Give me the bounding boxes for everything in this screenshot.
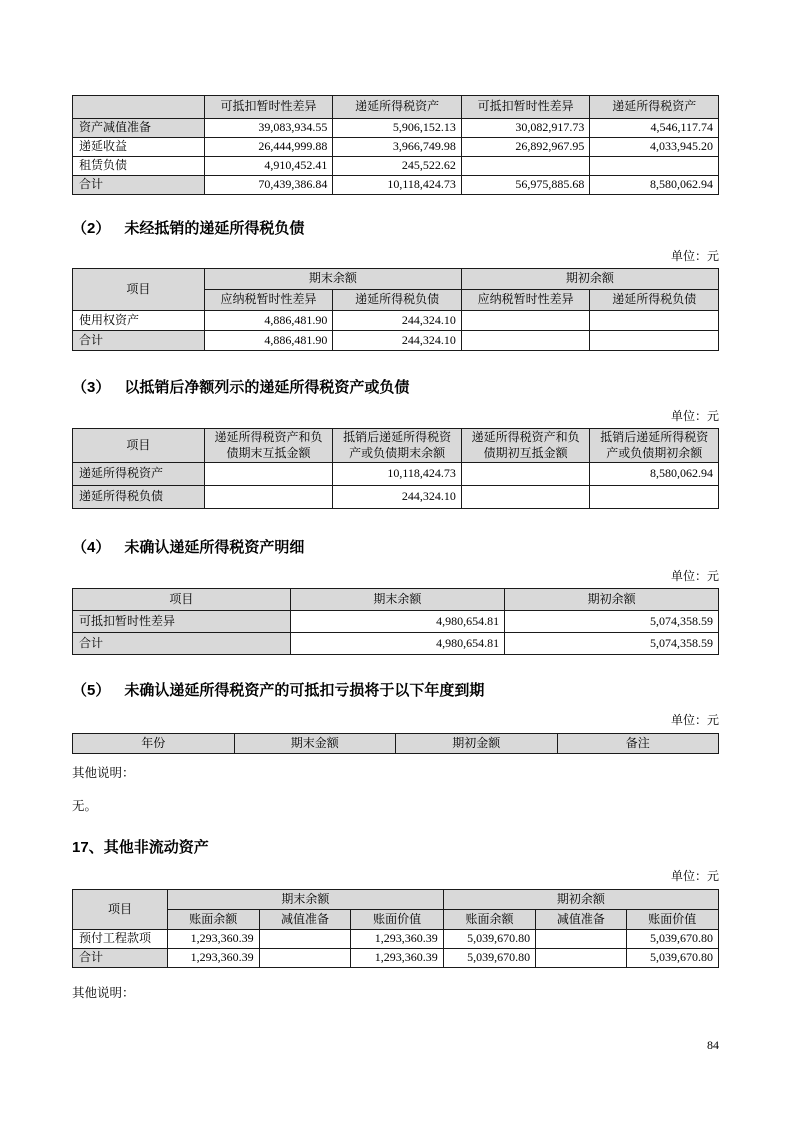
row-label-cell: 合计 <box>73 331 205 351</box>
section-title: 未确认递延所得税资产明细 <box>124 539 305 556</box>
table-row <box>73 930 719 949</box>
row-label-cell: 预付工程款项 <box>73 930 168 949</box>
value-cell: 5,039,670.80 <box>626 930 718 949</box>
section-heading-4 <box>72 536 719 557</box>
value-cell: 26,892,967.95 <box>461 138 590 157</box>
section-heading-3 <box>72 376 719 397</box>
row-label-cell: 资产减值准备 <box>73 119 205 138</box>
value-cell: 4,886,481.90 <box>204 311 333 331</box>
value-cell <box>461 486 590 509</box>
value-cell: 245,522.62 <box>333 157 462 176</box>
table-header-cell: 年份 <box>73 734 235 754</box>
value-cell: 30,082,917.73 <box>461 119 590 138</box>
table-row <box>73 311 719 331</box>
section-number: 17、 <box>72 839 104 856</box>
section-heading-17 <box>72 836 719 857</box>
value-cell: 244,324.10 <box>333 486 462 509</box>
value-cell: 1,293,360.39 <box>167 930 259 949</box>
table-header-cell: 账面余额 <box>443 910 535 930</box>
table-header-row <box>73 910 719 930</box>
value-cell: 5,906,152.13 <box>333 119 462 138</box>
table-header-cell: 账面价值 <box>626 910 718 930</box>
table-row <box>73 633 719 655</box>
table-row <box>73 138 719 157</box>
table-header-row <box>73 890 719 910</box>
table-header-cell: 期初余额 <box>505 589 719 611</box>
unrecognized-deferred-tax-assets-table <box>72 588 719 655</box>
value-cell <box>536 930 626 949</box>
table-header-cell: 期初金额 <box>396 734 558 754</box>
value-cell: 4,980,654.81 <box>290 611 504 633</box>
value-cell <box>590 311 719 331</box>
table-row <box>73 157 719 176</box>
value-cell: 56,975,885.68 <box>461 176 590 195</box>
table-header-row <box>73 96 719 119</box>
value-cell: 4,546,117.74 <box>590 119 719 138</box>
table-header-cell: 减值准备 <box>259 910 351 930</box>
value-cell: 39,083,934.55 <box>204 119 333 138</box>
table-header-cell: 账面余额 <box>167 910 259 930</box>
value-cell <box>590 486 719 509</box>
none-text: 无。 <box>72 799 98 813</box>
row-label-cell: 可抵扣暂时性差异 <box>73 611 291 633</box>
table-header-row <box>73 429 719 463</box>
table-header-cell: 账面价值 <box>351 910 443 930</box>
row-label-cell: 递延收益 <box>73 138 205 157</box>
row-label-cell: 递延所得税资产 <box>73 463 205 486</box>
table-header-cell: 项目 <box>73 429 205 463</box>
value-cell <box>204 463 333 486</box>
table-header-cell: 期末余额 <box>167 890 443 910</box>
table-header-cell: 项目 <box>73 589 291 611</box>
section-heading-5 <box>72 679 719 700</box>
value-cell: 4,033,945.20 <box>590 138 719 157</box>
deductible-losses-expiry-table <box>72 733 719 754</box>
row-label-cell: 使用权资产 <box>73 311 205 331</box>
section-title: 未确认递延所得税资产的可抵扣亏损将于以下年度到期 <box>124 682 485 699</box>
unit-label: 单位：元 <box>670 409 719 423</box>
table-header-cell: 减值准备 <box>536 910 626 930</box>
value-cell <box>461 311 590 331</box>
value-cell <box>259 930 351 949</box>
table-header-cell: 递延所得税资产和负债期末互抵金额 <box>204 429 333 463</box>
value-cell: 5,074,358.59 <box>505 611 719 633</box>
other-notes-label: 其他说明： <box>72 986 135 1000</box>
value-cell <box>536 949 626 968</box>
section-title: 未经抵销的递延所得税负债 <box>124 220 305 237</box>
table-header-cell: 项目 <box>73 890 168 930</box>
deferred-tax-assets-continuation-table <box>72 95 719 195</box>
value-cell <box>204 486 333 509</box>
table-header-cell: 备注 <box>557 734 719 754</box>
table-header-row <box>73 269 719 290</box>
value-cell: 244,324.10 <box>333 331 462 351</box>
table-header-cell: 递延所得税负债 <box>590 290 719 311</box>
table-row <box>73 331 719 351</box>
table-header-cell: 抵销后递延所得税资产或负债期初余额 <box>590 429 719 463</box>
other-notes-label: 其他说明： <box>72 766 135 780</box>
value-cell: 26,444,999.88 <box>204 138 333 157</box>
section-number: （3） <box>72 379 111 396</box>
value-cell: 4,980,654.81 <box>290 633 504 655</box>
table-header-cell: 递延所得税资产 <box>590 96 719 119</box>
value-cell: 5,039,670.80 <box>443 930 535 949</box>
value-cell: 10,118,424.73 <box>333 463 462 486</box>
table-row <box>73 486 719 509</box>
section-number: （2） <box>72 220 111 237</box>
table-header-row <box>73 589 719 611</box>
section-heading-2 <box>72 217 719 238</box>
value-cell: 70,439,386.84 <box>204 176 333 195</box>
table-header-cell: 可抵扣暂时性差异 <box>461 96 590 119</box>
table-header-cell: 递延所得税资产和负债期初互抵金额 <box>461 429 590 463</box>
table-header-cell: 应纳税暂时性差异 <box>461 290 590 311</box>
unoffset-deferred-tax-liabilities-table <box>72 268 719 351</box>
value-cell: 5,074,358.59 <box>505 633 719 655</box>
value-cell: 1,293,360.39 <box>351 949 443 968</box>
table-row <box>73 176 719 195</box>
value-cell <box>590 331 719 351</box>
value-cell <box>259 949 351 968</box>
row-label-cell: 租赁负债 <box>73 157 205 176</box>
row-label-cell: 合计 <box>73 633 291 655</box>
value-cell <box>461 463 590 486</box>
unit-label: 单位：元 <box>670 249 719 263</box>
row-label-cell: 递延所得税负债 <box>73 486 205 509</box>
table-header-cell: 期初余额 <box>461 269 718 290</box>
section-title: 其他非流动资产 <box>103 839 209 856</box>
table-header-cell: 期末金额 <box>234 734 396 754</box>
table-row <box>73 119 719 138</box>
table-row <box>73 611 719 633</box>
value-cell: 3,966,749.98 <box>333 138 462 157</box>
value-cell <box>461 157 590 176</box>
value-cell: 10,118,424.73 <box>333 176 462 195</box>
value-cell: 244,324.10 <box>333 311 462 331</box>
row-label-cell: 合计 <box>73 176 205 195</box>
row-label-cell: 合计 <box>73 949 168 968</box>
value-cell: 5,039,670.80 <box>443 949 535 968</box>
value-cell <box>461 331 590 351</box>
table-header-cell: 递延所得税负债 <box>333 290 462 311</box>
value-cell: 4,910,452.41 <box>204 157 333 176</box>
value-cell: 5,039,670.80 <box>626 949 718 968</box>
table-header-cell: 抵销后递延所得税资产或负债期末余额 <box>333 429 462 463</box>
section-number: （5） <box>72 682 111 699</box>
table-header-cell: 递延所得税资产 <box>333 96 462 119</box>
unit-label: 单位：元 <box>670 569 719 583</box>
table-header-cell: 可抵扣暂时性差异 <box>204 96 333 119</box>
table-header-cell: 应纳税暂时性差异 <box>204 290 333 311</box>
value-cell: 8,580,062.94 <box>590 176 719 195</box>
table-header-cell: 期初余额 <box>443 890 718 910</box>
value-cell: 1,293,360.39 <box>351 930 443 949</box>
table-header-cell: 期末余额 <box>204 269 461 290</box>
table-row <box>73 949 719 968</box>
net-deferred-tax-table <box>72 428 719 509</box>
section-number: （4） <box>72 539 111 556</box>
value-cell <box>590 157 719 176</box>
table-header-row <box>73 734 719 754</box>
value-cell: 1,293,360.39 <box>167 949 259 968</box>
value-cell: 4,886,481.90 <box>204 331 333 351</box>
other-non-current-assets-table <box>72 889 719 968</box>
unit-label: 单位：元 <box>670 869 719 883</box>
table-header-cell: 项目 <box>73 269 205 311</box>
table-row <box>73 463 719 486</box>
table-header-cell <box>73 96 205 119</box>
unit-label: 单位：元 <box>670 713 719 727</box>
section-title: 以抵销后净额列示的递延所得税资产或负债 <box>124 379 410 396</box>
value-cell: 8,580,062.94 <box>590 463 719 486</box>
page-number: 84 <box>707 1038 719 1052</box>
table-header-cell: 期末余额 <box>290 589 504 611</box>
